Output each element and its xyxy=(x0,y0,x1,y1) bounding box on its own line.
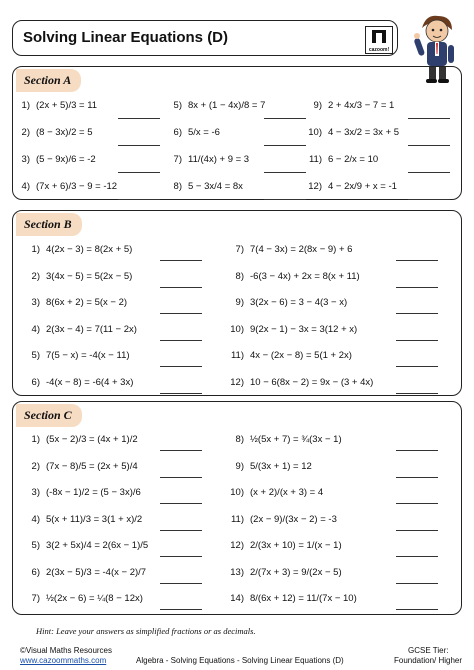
section-c-answer-line-12[interactable] xyxy=(396,556,438,557)
question-equation: (-8x − 1)/2 = (5 − 3x)/6 xyxy=(46,487,141,498)
section-a-question-9 xyxy=(306,100,394,111)
question-equation: ½(5x + 7) = ¾(3x − 1) xyxy=(250,434,342,445)
question-equation: 6 − 2/x = 10 xyxy=(328,154,379,165)
section-a-question-7 xyxy=(166,154,249,165)
question-number: 14) xyxy=(230,593,244,604)
section-a-label: Section A xyxy=(16,69,81,92)
section-a-answer-line-6[interactable] xyxy=(264,145,306,146)
section-a-question-8 xyxy=(166,181,243,192)
question-equation: 4(2x − 3) = 8(2x + 5) xyxy=(46,244,133,255)
section-c-answer-line-5[interactable] xyxy=(160,556,202,557)
section-b-question-2 xyxy=(22,271,132,282)
question-equation: 4x − (2x − 8) = 5(1 + 2x) xyxy=(250,350,352,361)
section-c-question-1 xyxy=(22,434,138,445)
question-number: 13) xyxy=(230,566,244,578)
section-a-question-2 xyxy=(14,127,93,138)
question-number: 9) xyxy=(235,460,244,472)
question-number: 5) xyxy=(173,100,182,111)
section-c-question-10 xyxy=(226,487,323,498)
question-number: 4) xyxy=(31,513,40,525)
section-a-question-4 xyxy=(14,181,117,192)
question-equation: 8/(6x + 12) = 11/(7x − 10) xyxy=(250,593,357,604)
section-a-question-10 xyxy=(306,127,399,138)
question-number: 11) xyxy=(230,350,244,361)
section-a-question-6 xyxy=(166,127,220,138)
question-equation: 5 − 3x/4 = 8x xyxy=(188,181,243,192)
section-b-question-3 xyxy=(22,297,127,308)
section-c-answer-line-9[interactable] xyxy=(396,477,438,478)
section-c-question-5 xyxy=(22,540,148,551)
section-a-answer-line-12[interactable] xyxy=(408,199,450,200)
section-a-answer-line-2[interactable] xyxy=(118,145,160,146)
section-c-question-14 xyxy=(226,593,357,604)
section-b-question-7 xyxy=(226,244,352,255)
question-equation: 4 − 3x/2 = 3x + 5 xyxy=(328,127,400,138)
question-number: 6) xyxy=(31,566,40,578)
question-number: 7) xyxy=(173,154,182,165)
question-number: 9) xyxy=(235,297,244,308)
section-b-question-1 xyxy=(22,244,132,255)
cazoom-logo xyxy=(365,26,393,54)
section-c-question-13 xyxy=(226,567,342,578)
question-equation: (8 − 3x)/2 = 5 xyxy=(36,127,93,138)
question-equation: (5x − 2)/3 = (4x + 1)/2 xyxy=(46,434,138,445)
section-b-question-10 xyxy=(226,324,357,335)
section-c-answer-line-8[interactable] xyxy=(396,450,438,451)
section-c-answer-line-13[interactable] xyxy=(396,583,438,584)
question-number: 12) xyxy=(230,540,244,551)
footer-worksheet-name: Algebra - Solving Equations - Solving Linear Equations (D) xyxy=(136,656,344,665)
question-equation: 11/(4x) + 9 = 3 xyxy=(188,154,250,165)
question-equation: 9(2x − 1) − 3x = 3(12 + x) xyxy=(250,323,358,335)
question-equation: 4 − 2x/9 + x = -1 xyxy=(328,181,397,192)
section-c-question-12 xyxy=(226,540,342,551)
section-a-answer-line-8[interactable] xyxy=(264,199,306,200)
question-number: 7) xyxy=(235,244,244,255)
question-equation: 5(x + 11)/3 = 3(1 + x)/2 xyxy=(46,513,143,525)
section-a-answer-line-4[interactable] xyxy=(118,199,160,200)
question-number: 2) xyxy=(31,270,40,282)
question-number: 8) xyxy=(235,270,244,282)
section-c-label: Section C xyxy=(16,404,82,427)
section-b-answer-line-7[interactable] xyxy=(396,260,438,261)
question-number: 1) xyxy=(21,100,30,111)
question-equation: (2x − 9)/(3x − 2) = -3 xyxy=(250,513,337,525)
question-number: 2) xyxy=(21,127,30,138)
section-a-question-1 xyxy=(14,100,97,111)
question-equation: (7x + 6)/3 − 9 = -12 xyxy=(36,181,118,192)
question-number: 11) xyxy=(230,513,244,525)
logo-mark-icon xyxy=(372,30,386,43)
footer-tier-value: Foundation/ Higher xyxy=(394,656,463,665)
question-equation: 3(2 + 5x)/4 = 2(6x − 1)/5 xyxy=(46,540,149,551)
question-number: 7) xyxy=(31,593,40,604)
section-a-answer-line-3[interactable] xyxy=(118,172,160,173)
question-number: 3) xyxy=(21,154,30,165)
question-number: 4) xyxy=(21,181,30,192)
section-a-question-3 xyxy=(14,154,96,165)
section-a-answer-line-1[interactable] xyxy=(118,118,160,119)
section-a-answer-line-7[interactable] xyxy=(264,172,306,173)
section-b-question-5 xyxy=(22,350,130,361)
section-b-answer-line-9[interactable] xyxy=(396,313,438,314)
question-number: 3) xyxy=(31,297,40,308)
question-equation: 2/(3x + 10) = 1/(x − 1) xyxy=(250,540,342,551)
section-b-answer-line-5[interactable] xyxy=(160,366,202,367)
question-equation: (2x + 5)/3 = 11 xyxy=(36,100,98,111)
section-b-question-11 xyxy=(226,350,352,361)
section-c-answer-line-11[interactable] xyxy=(396,530,438,531)
section-c-answer-line-2[interactable] xyxy=(160,477,202,478)
section-a-answer-line-10[interactable] xyxy=(408,145,450,146)
question-equation: 10 − 6(8x − 2) = 9x − (3 + 4x) xyxy=(250,376,374,388)
question-equation: 5/x = -6 xyxy=(188,127,220,138)
section-c-question-6 xyxy=(22,567,146,578)
footer-tier-label: GCSE Tier: xyxy=(408,646,449,655)
section-b-question-4 xyxy=(22,324,137,335)
section-b-answer-line-3[interactable] xyxy=(160,313,202,314)
section-a-answer-line-5[interactable] xyxy=(264,118,306,119)
question-equation: 8(6x + 2) = 5(x − 2) xyxy=(46,297,128,308)
question-number: 8) xyxy=(173,181,182,192)
section-c-answer-line-1[interactable] xyxy=(160,450,202,451)
question-number: 1) xyxy=(31,244,40,255)
question-number: 6) xyxy=(31,376,40,388)
question-number: 9) xyxy=(313,100,322,111)
question-number: 11) xyxy=(308,154,322,165)
section-c-question-4 xyxy=(22,514,142,525)
section-c-question-7 xyxy=(22,593,143,604)
question-equation: 2(3x − 5)/3 = -4(x − 2)/7 xyxy=(46,566,147,578)
section-c-answer-line-7[interactable] xyxy=(160,609,202,610)
section-a-question-12 xyxy=(306,181,397,192)
question-number: 1) xyxy=(31,434,40,445)
question-equation: (7x − 8)/5 = (2x + 5)/4 xyxy=(46,460,138,472)
section-b-answer-line-2[interactable] xyxy=(160,287,202,288)
question-number: 12) xyxy=(308,181,322,192)
question-equation: 2 + 4x/3 − 7 = 1 xyxy=(328,100,395,111)
section-b-answer-line-1[interactable] xyxy=(160,260,202,261)
section-c-question-2 xyxy=(22,461,138,472)
section-c-answer-line-4[interactable] xyxy=(160,530,202,531)
section-b-answer-line-12[interactable] xyxy=(396,393,438,394)
section-b-answer-line-6[interactable] xyxy=(160,393,202,394)
section-b-question-6 xyxy=(22,377,133,388)
section-b-question-12 xyxy=(226,377,373,388)
question-equation: 8x + (1 − 4x)/8 = 7 xyxy=(188,100,266,111)
hint-text: Hint: Leave your answers as simplified fractions or as decimals. xyxy=(36,626,256,636)
question-number: 5) xyxy=(31,540,40,551)
question-number: 8) xyxy=(235,434,244,445)
title-box xyxy=(12,20,398,56)
question-equation: 3(2x − 6) = 3 − 4(3 − x) xyxy=(250,297,348,308)
question-number: 12) xyxy=(230,376,244,388)
question-equation: 7(5 − x) = -4(x − 11) xyxy=(46,350,130,361)
question-number: 10) xyxy=(308,127,322,138)
question-equation: -6(3 − 4x) + 2x = 8(x + 11) xyxy=(250,270,360,282)
question-number: 4) xyxy=(31,323,40,335)
section-c-question-8 xyxy=(226,434,342,445)
question-number: 6) xyxy=(173,127,182,138)
section-b-label: Section B xyxy=(16,213,82,236)
footer-copyright: ©Visual Maths Resources xyxy=(20,646,113,655)
section-c-question-9 xyxy=(226,461,312,472)
question-number: 3) xyxy=(31,487,40,498)
page-title: Solving Linear Equations (D) xyxy=(23,29,229,46)
section-a-question-5 xyxy=(166,100,265,111)
question-equation: -4(x − 8) = -6(4 + 3x) xyxy=(46,376,134,388)
section-c-answer-line-3[interactable] xyxy=(160,503,202,504)
question-number: 5) xyxy=(31,350,40,361)
footer-website-link[interactable]: www.cazoommaths.com xyxy=(20,656,107,665)
section-a-answer-line-11[interactable] xyxy=(408,172,450,173)
section-b-answer-line-11[interactable] xyxy=(396,366,438,367)
section-b-answer-line-4[interactable] xyxy=(160,340,202,341)
question-number: 2) xyxy=(31,460,40,472)
logo-text: cazoom! xyxy=(368,47,390,53)
section-a-answer-line-9[interactable] xyxy=(408,118,450,119)
section-a-question-11 xyxy=(306,154,378,165)
question-equation: ½(2x − 6) = ¼(8 − 12x) xyxy=(46,593,143,604)
section-c-question-3 xyxy=(22,487,141,498)
section-c-question-11 xyxy=(226,514,337,525)
section-c-answer-line-14[interactable] xyxy=(396,609,438,610)
question-equation: (5 − 9x)/6 = -2 xyxy=(36,154,96,165)
section-c-answer-line-6[interactable] xyxy=(160,583,202,584)
question-equation: (x + 2)/(x + 3) = 4 xyxy=(250,487,324,498)
question-equation: 7(4 − 3x) = 2(8x − 9) + 6 xyxy=(250,244,353,255)
section-b-question-8 xyxy=(226,271,360,282)
question-number: 10) xyxy=(230,487,244,498)
question-equation: 5/(3x + 1) = 12 xyxy=(250,460,312,472)
question-equation: 2/(7x + 3) = 9/(2x − 5) xyxy=(250,566,342,578)
question-equation: 2(3x − 4) = 7(11 − 2x) xyxy=(46,323,137,335)
section-c-answer-line-10[interactable] xyxy=(396,503,438,504)
question-equation: 3(4x − 5) = 5(2x − 5) xyxy=(46,270,133,282)
section-b-answer-line-8[interactable] xyxy=(396,287,438,288)
section-b-answer-line-10[interactable] xyxy=(396,340,438,341)
question-number: 10) xyxy=(230,323,244,335)
section-b-question-9 xyxy=(226,297,347,308)
